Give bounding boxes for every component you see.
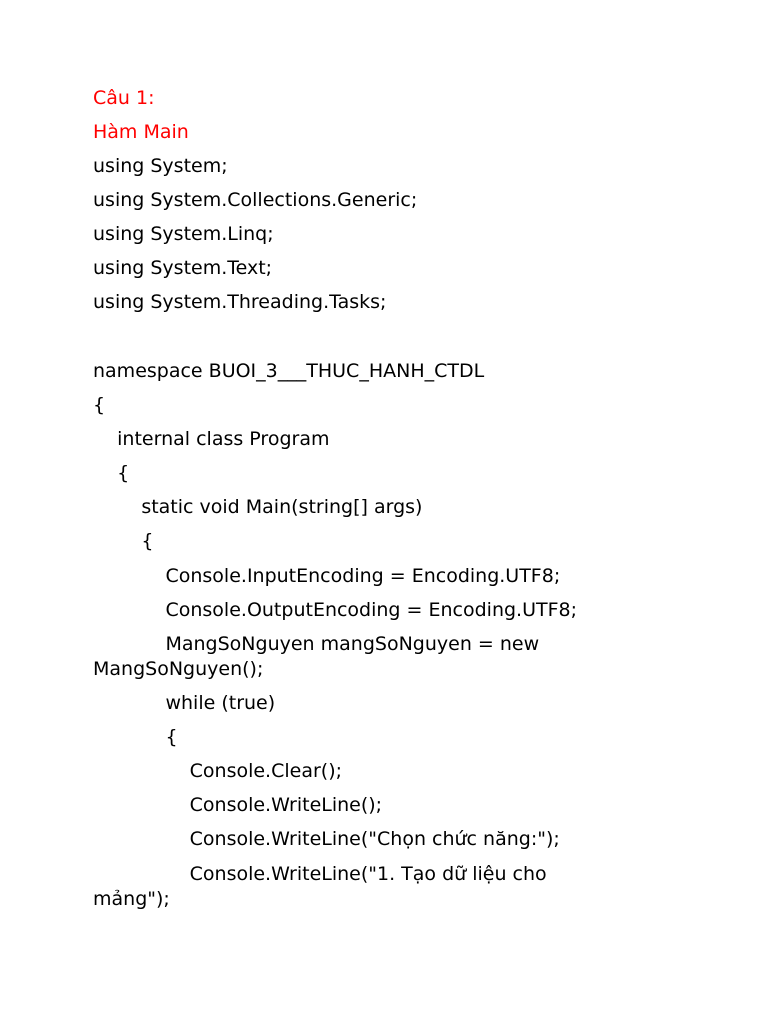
code-line: using System; bbox=[93, 155, 228, 177]
code-line-continuation: MangSoNguyen(); bbox=[93, 658, 264, 680]
code-line: Console.WriteLine(); bbox=[93, 794, 383, 816]
code-line: using System.Linq; bbox=[93, 223, 274, 245]
code-line: Console.InputEncoding = Encoding.UTF8; bbox=[93, 565, 561, 587]
code-line: static void Main(string[] args) bbox=[93, 496, 423, 518]
code-line: Console.OutputEncoding = Encoding.UTF8; bbox=[93, 599, 578, 621]
code-line: { bbox=[93, 726, 178, 748]
section-heading: Hàm Main bbox=[93, 121, 189, 143]
code-line: { bbox=[93, 530, 154, 552]
code-line: Console.WriteLine("1. Tạo dữ liệu cho bbox=[93, 863, 547, 885]
code-line: { bbox=[93, 394, 106, 416]
code-line: Console.WriteLine("Chọn chức năng:"); bbox=[93, 828, 560, 850]
question-heading: Câu 1: bbox=[93, 87, 155, 109]
code-line-continuation: mảng"); bbox=[93, 888, 170, 910]
code-line: namespace BUOI_3___THUC_HANH_CTDL bbox=[93, 360, 485, 382]
code-line: internal class Program bbox=[93, 428, 330, 450]
code-line: MangSoNguyen mangSoNguyen = new bbox=[93, 633, 540, 655]
code-line: using System.Text; bbox=[93, 257, 273, 279]
code-line: using System.Threading.Tasks; bbox=[93, 291, 387, 313]
code-line: while (true) bbox=[93, 692, 276, 714]
code-line: Console.Clear(); bbox=[93, 760, 343, 782]
code-line: { bbox=[93, 462, 130, 484]
code-line: using System.Collections.Generic; bbox=[93, 189, 418, 211]
